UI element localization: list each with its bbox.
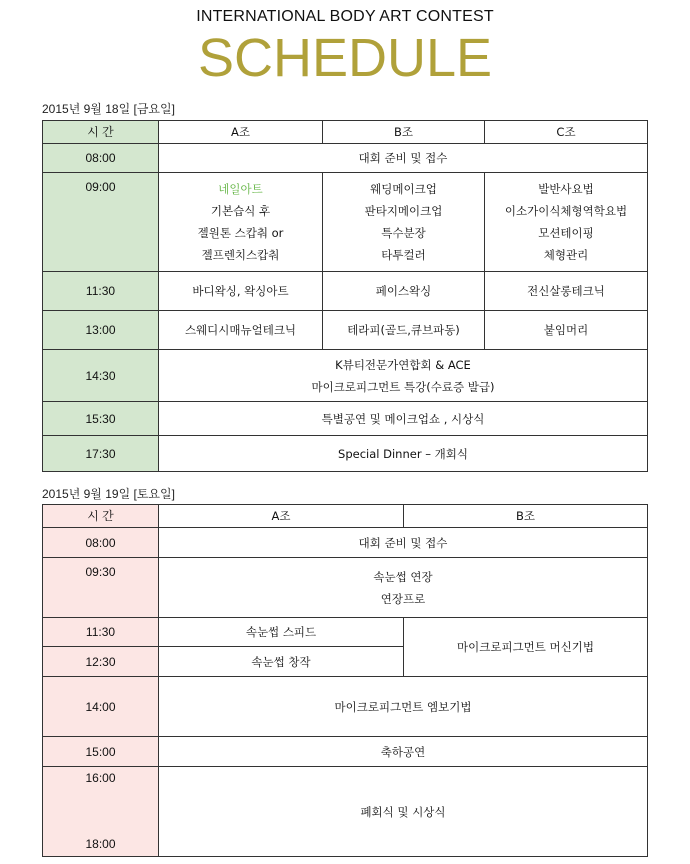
time-cell: 11:30 — [43, 618, 159, 647]
day1-schedule-table — [42, 120, 648, 472]
event-line: 발반사요법 — [538, 182, 594, 196]
group-c-event-cell: 붙임머리 — [485, 311, 648, 350]
table-row — [43, 144, 648, 173]
time-cell: 15:30 — [43, 402, 159, 436]
event-cell: 특별공연 및 메이크업쇼 , 시상식 — [159, 402, 648, 436]
group-b-event-cell: 페이스왁싱 — [323, 272, 485, 311]
time-cell: 12:30 — [43, 647, 159, 677]
time-cell: 13:00 — [43, 311, 159, 350]
table-row — [43, 272, 648, 311]
event-cell — [159, 558, 648, 618]
table-row — [43, 767, 648, 857]
day2-date-label: 2015년 9월 19일 [토요일] — [42, 487, 175, 501]
table-row — [43, 618, 648, 647]
table-row — [43, 558, 648, 618]
event-cell: Special Dinner – 개회식 — [159, 436, 648, 472]
event-line: 연장프로 — [380, 591, 426, 606]
event-line: 속눈썹 연장 — [373, 569, 433, 584]
end-time: 18:00 — [85, 837, 116, 851]
day2-schedule-table — [42, 504, 648, 857]
group-c-header: C조 — [485, 121, 648, 144]
contest-subtitle: INTERNATIONAL BODY ART CONTEST — [196, 8, 494, 25]
event-line: 마이크로피그먼트 특강(수료증 발급) — [311, 379, 495, 394]
time-header: 시 간 — [43, 121, 159, 144]
table-row — [43, 436, 648, 472]
table-row — [43, 677, 648, 737]
event-cell: 축하공연 — [159, 737, 648, 767]
event-line: 체형관리 — [543, 248, 589, 262]
table-row — [43, 402, 648, 436]
time-cell: 11:30 — [43, 272, 159, 311]
table-header-row — [43, 121, 648, 144]
event-line: 네일아트 — [218, 182, 263, 196]
time-cell: 15:00 — [43, 737, 159, 767]
group-b-event-cell: 마이크로피그먼트 머신기법 — [404, 618, 648, 677]
event-line: 특수분장 — [381, 226, 426, 240]
time-cell: 08:00 — [43, 144, 159, 173]
group-c-event-cell — [485, 173, 648, 272]
event-line: 웨딩메이크업 — [370, 182, 437, 196]
event-line: 타투컬러 — [381, 248, 426, 262]
event-line: 기본습식 후 — [210, 204, 271, 218]
event-cell: 마이크로피그먼트 엠보기법 — [159, 677, 648, 737]
table-row — [43, 173, 648, 272]
event-line: 젤원톤 스캅춰 or — [197, 226, 284, 240]
group-b-header: B조 — [323, 121, 485, 144]
time-cell: 14:30 — [43, 350, 159, 402]
event-line: 모션테이핑 — [538, 226, 594, 240]
event-cell: 대회 준비 및 접수 — [159, 528, 648, 558]
start-time: 16:00 — [85, 771, 116, 785]
group-a-header: A조 — [159, 121, 323, 144]
group-b-header: B조 — [404, 505, 648, 528]
group-a-header: A조 — [159, 505, 404, 528]
table-row — [43, 528, 648, 558]
table-header-row — [43, 505, 648, 528]
group-a-event-cell — [159, 173, 323, 272]
table-row — [43, 350, 648, 402]
event-line: 이소가이식체형역학요법 — [504, 204, 628, 218]
time-header: 시 간 — [43, 505, 159, 528]
event-line: 젤프렌치스캅춰 — [201, 248, 280, 262]
time-cell — [43, 767, 159, 857]
table-row — [43, 311, 648, 350]
event-line: 판타지메이크업 — [364, 204, 443, 218]
table-row — [43, 737, 648, 767]
day1-date-label: 2015년 9월 18일 [금요일] — [42, 102, 175, 116]
time-cell: 17:30 — [43, 436, 159, 472]
group-a-event-cell: 속눈썹 창작 — [159, 647, 404, 677]
event-line: K뷰티전문가연합회 & ACE — [335, 357, 471, 372]
time-cell: 08:00 — [43, 528, 159, 558]
group-a-event-cell: 스웨디시매뉴얼테크닉 — [159, 311, 323, 350]
group-a-event-cell: 바디왁싱, 왁싱아트 — [159, 272, 323, 311]
page-title: SCHEDULE — [197, 28, 493, 88]
event-cell: 폐회식 및 시상식 — [159, 767, 648, 857]
group-c-event-cell: 전신살롱테크닉 — [485, 272, 648, 311]
event-cell — [159, 350, 648, 402]
time-cell: 14:00 — [43, 677, 159, 737]
time-cell: 09:00 — [43, 173, 159, 272]
event-cell: 대회 준비 및 접수 — [159, 144, 648, 173]
time-cell: 09:30 — [43, 558, 159, 618]
group-a-event-cell: 속눈썹 스피드 — [159, 618, 404, 647]
group-b-event-cell: 테라피(골드,큐브파동) — [323, 311, 485, 350]
group-b-event-cell — [323, 173, 485, 272]
